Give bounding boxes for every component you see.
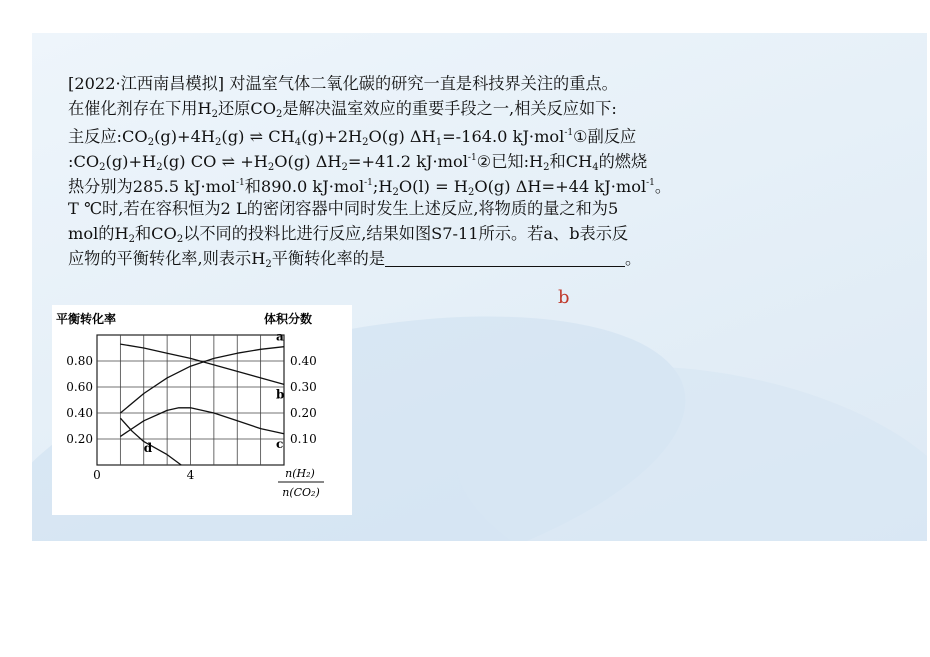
right-axis-title: 体积分数 <box>264 312 313 326</box>
answer-blank <box>385 250 625 267</box>
text-run: 的燃烧 <box>598 152 648 171</box>
text-run: 还原CO <box>218 99 277 118</box>
text-run: :CO <box>68 152 100 171</box>
subscript: 2 <box>276 109 283 120</box>
superscript: -1 <box>235 178 245 188</box>
text-run: O(g) ΔH <box>274 152 342 171</box>
text-run: 热分别为285.5 kJ·mol <box>68 177 236 196</box>
question-source: [2022·江西南昌模拟] <box>68 74 225 93</box>
left-tick-label: 0.80 <box>66 354 93 368</box>
subscript: 1 <box>435 137 443 148</box>
text-run: (g) ⇌ CH <box>221 127 295 146</box>
left-axis-title: 平衡转化率 <box>56 312 117 326</box>
x-label-denominator: n(CO₂) <box>282 486 320 499</box>
subscript: 2 <box>176 234 184 245</box>
text-run: 和890.0 kJ·mol <box>244 177 365 196</box>
text-run: =-164.0 kJ·mol <box>442 127 565 146</box>
right-tick-label: 0.10 <box>290 432 317 446</box>
text-run: =+41.2 kJ·mol <box>347 152 468 171</box>
text-run: 平衡转化率的是 <box>271 249 386 268</box>
left-tick-label: 0.20 <box>66 432 93 446</box>
subscript: 2 <box>267 162 275 173</box>
text-run: O(l) = H <box>398 177 468 196</box>
question-line-1 <box>68 71 828 96</box>
x-tick-label: 4 <box>186 468 195 482</box>
subscript: 2 <box>392 187 399 198</box>
superscript: -1 <box>646 178 655 188</box>
answer-text: b <box>558 287 570 308</box>
subscript: 2 <box>467 187 475 198</box>
question-line-4 <box>68 146 828 171</box>
superscript: -1 <box>364 178 373 188</box>
text-run: 对温室气体二氧化碳的研究一直是科技界关注的重点。 <box>224 74 618 93</box>
text-run: (g)+H <box>105 152 157 171</box>
left-tick-label: 0.60 <box>66 380 93 394</box>
subscript: 2 <box>265 259 272 270</box>
question-line-6: T ℃时,若在容积恒为2 L的密闭容器中同时发生上述反应,将物质的量之和为5 <box>68 199 619 218</box>
text-run: 主反应:CO <box>68 127 148 146</box>
text-run: ①副反应 <box>573 127 637 146</box>
subscript: 2 <box>215 137 222 148</box>
question-line-5 <box>68 171 828 196</box>
question-line-2 <box>68 96 828 121</box>
text-run: 应物的平衡转化率,则表示H <box>68 249 266 268</box>
question-line-3 <box>68 121 828 146</box>
subscript: 4 <box>592 162 599 173</box>
subscript: 2 <box>362 137 369 148</box>
text-run: 和CO <box>134 224 177 243</box>
text-run: 以不同的投料比进行反应,结果如图S7-11所示。若a、b表示反 <box>183 224 629 243</box>
series-label-b: b <box>276 387 285 402</box>
subscript: 2 <box>128 234 135 245</box>
right-tick-label: 0.20 <box>290 406 317 420</box>
series-label-c: c <box>276 436 284 451</box>
text-run: (g)+4H <box>154 127 216 146</box>
series-label-a: a <box>276 329 284 344</box>
x-label-numerator: n(H₂) <box>285 467 315 480</box>
text-run: 是解决温室效应的重要手段之一,相关反应如下: <box>282 99 617 118</box>
question-line-7 <box>68 221 828 246</box>
text-run: O(g) ΔH <box>368 127 436 146</box>
text-run: 在催化剂存在下用H <box>68 99 212 118</box>
text-run: ;H <box>372 177 393 196</box>
superscript: -1 <box>564 128 574 138</box>
text-run: O(g) ΔH=+44 kJ·mol <box>474 177 647 196</box>
series-label-d: d <box>143 441 153 455</box>
subscript: 2 <box>147 137 155 148</box>
text-run: 和CH <box>549 152 593 171</box>
question-text <box>68 71 828 271</box>
text-run: 。 <box>654 177 672 196</box>
slide-background <box>32 33 927 541</box>
question-line-8 <box>68 246 828 271</box>
text-run: 。 <box>625 249 642 268</box>
subscript: 2 <box>99 162 106 173</box>
subscript: 2 <box>341 162 348 173</box>
right-tick-label: 0.40 <box>290 354 317 368</box>
text-run: mol的H <box>68 224 129 243</box>
superscript: -1 <box>467 153 477 163</box>
text-run: (g) CO ⇌ +H <box>162 152 268 171</box>
right-tick-label: 0.30 <box>290 380 317 394</box>
equilibrium-chart <box>52 305 352 515</box>
subscript: 2 <box>211 109 218 120</box>
x-tick-label: 0 <box>93 468 101 482</box>
subscript: 2 <box>543 162 550 173</box>
subscript: 4 <box>294 137 302 148</box>
text-run: (g)+2H <box>301 127 363 146</box>
subscript: 2 <box>156 162 163 173</box>
left-tick-label: 0.40 <box>66 406 93 420</box>
text-run: ②已知:H <box>476 152 544 171</box>
